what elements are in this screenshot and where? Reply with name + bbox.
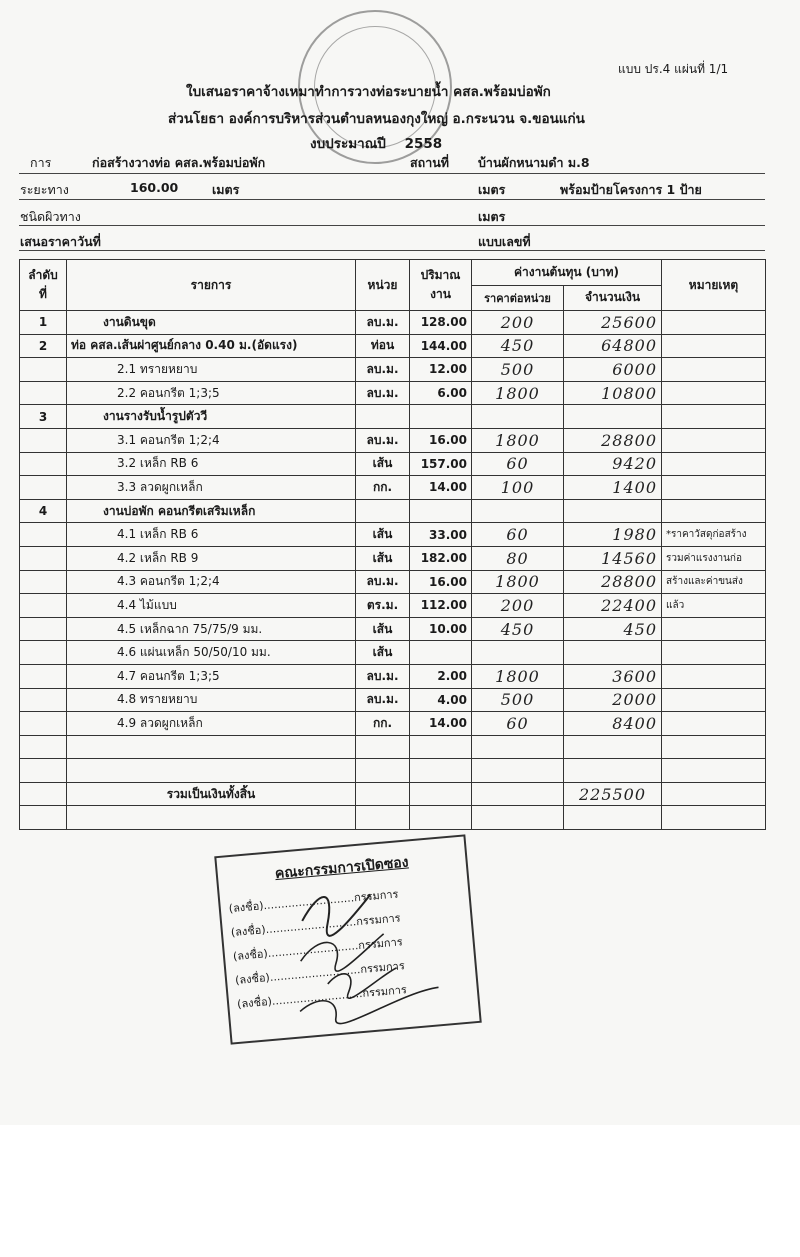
row-unit: กก. (356, 476, 410, 500)
header-qty: ปริมาณ งาน (410, 260, 472, 311)
row-no (20, 358, 67, 382)
row-note (662, 617, 766, 641)
row-note (662, 712, 766, 736)
row-note (662, 452, 766, 476)
table-row (20, 358, 766, 382)
row-note (662, 664, 766, 688)
row-amount (564, 405, 662, 429)
row-qty (410, 641, 472, 665)
row-item: 4.4 ไม้แบบ (67, 594, 356, 618)
location-value: บ้านผักหนามดำ ม.8 (478, 155, 590, 170)
table-row (20, 735, 766, 759)
divider (19, 225, 765, 226)
divider (19, 250, 765, 251)
row-note (662, 334, 766, 358)
distance-label: ระยะทาง (20, 182, 69, 197)
row-amount: 450 (564, 617, 662, 641)
row-note (662, 641, 766, 665)
row-no (20, 664, 67, 688)
row-note: แล้ว (662, 594, 766, 618)
row-amount: 8400 (564, 712, 662, 736)
form-reference: แบบ ปร.4 แผ่นที่ 1/1 (618, 62, 729, 76)
row-qty: 4.00 (410, 688, 472, 712)
row-unit: กก. (356, 712, 410, 736)
row-unit-price (472, 405, 564, 429)
table-row (20, 806, 766, 830)
row-item: ท่อ คสล.เส้นผ่าศูนย์กลาง 0.40 ม.(อัดแรง) (67, 334, 356, 358)
row-item: 3.2 เหล็ก RB 6 (67, 452, 356, 476)
table-row (20, 712, 766, 736)
row-no (20, 523, 67, 547)
document-title: ใบเสนอราคาจ้างเหมาทำการวางท่อระบายน้ำ คสล.พร้อมบ่อพัก (186, 84, 551, 100)
row-note (662, 405, 766, 429)
row-amount: 3600 (564, 664, 662, 688)
row-no: 4 (20, 499, 67, 523)
total-value: 225500 (564, 782, 662, 806)
row-no: 2 (20, 334, 67, 358)
handwritten-signatures (279, 867, 471, 1032)
row-amount: 1980 (564, 523, 662, 547)
row-unit-price (472, 641, 564, 665)
row-no (20, 381, 67, 405)
row-no (20, 688, 67, 712)
row-unit (356, 405, 410, 429)
committee-stamp (214, 834, 482, 1044)
table-row (20, 664, 766, 688)
row-amount: 2000 (564, 688, 662, 712)
table-row (20, 688, 766, 712)
row-unit-price: 500 (472, 688, 564, 712)
row-amount (564, 499, 662, 523)
row-amount: 22400 (564, 594, 662, 618)
row-no: 3 (20, 405, 67, 429)
row-item: 4.7 คอนกรีต 1;3;5 (67, 664, 356, 688)
header-note: หมายเหตุ (662, 260, 766, 311)
signature-line: (ลงชื่อ)..........................กรรมการ (236, 983, 408, 1011)
header-no: ลำดับ ที่ (20, 260, 67, 311)
date-label: เสนอราคาวันที่ (20, 234, 101, 249)
row-no (20, 570, 67, 594)
header-item: รายการ (67, 260, 356, 311)
row-qty (410, 405, 472, 429)
header-cost: ค่างานต้นทุน (บาท) (472, 260, 662, 286)
row-qty (410, 499, 472, 523)
table-row (20, 546, 766, 570)
row-qty: 16.00 (410, 428, 472, 452)
table-row (20, 523, 766, 547)
table-row (20, 405, 766, 429)
signature-line: (ลงชื่อ)..........................กรรมการ (230, 911, 402, 940)
row-unit-price: 60 (472, 712, 564, 736)
row-unit-price: 450 (472, 334, 564, 358)
row-unit: ลบ.ม. (356, 311, 410, 335)
row-unit: เส้น (356, 617, 410, 641)
row-unit: ลบ.ม. (356, 664, 410, 688)
table-row (20, 381, 766, 405)
row-note (662, 499, 766, 523)
row-unit-price: 1800 (472, 664, 564, 688)
row-unit: เส้น (356, 641, 410, 665)
row-qty: 112.00 (410, 594, 472, 618)
header-amount: จำนวนเงิน (564, 285, 662, 311)
row-qty: 6.00 (410, 381, 472, 405)
row-unit: ลบ.ม. (356, 570, 410, 594)
row-amount: 28800 (564, 570, 662, 594)
row-unit-price: 450 (472, 617, 564, 641)
row-qty: 12.00 (410, 358, 472, 382)
signature-line: (ลงชื่อ)..........................กรรมการ (234, 959, 406, 987)
table-row (20, 428, 766, 452)
budget-year-value: 2558 (404, 136, 443, 152)
row-item: 4.5 เหล็กฉาก 75/75/9 มม. (67, 617, 356, 641)
plan-label: แบบเลขที่ (478, 234, 531, 249)
row-qty: 2.00 (410, 664, 472, 688)
row-item: 2.2 คอนกรีต 1;3;5 (67, 381, 356, 405)
row-no (20, 617, 67, 641)
row-no (20, 594, 67, 618)
row-amount: 25600 (564, 311, 662, 335)
row-unit-price: 200 (472, 311, 564, 335)
row-note (662, 311, 766, 335)
sign-note: พร้อมป้ายโครงการ 1 ป้าย (560, 182, 702, 197)
row-qty: 14.00 (410, 476, 472, 500)
row-item: 4.8 ทรายหยาบ (67, 688, 356, 712)
row-unit (356, 499, 410, 523)
row-qty: 157.00 (410, 452, 472, 476)
row-qty: 10.00 (410, 617, 472, 641)
table-row (20, 759, 766, 783)
row-note: รวมค่าแรงงานก่อ (662, 546, 766, 570)
table-row (20, 476, 766, 500)
table-row (20, 311, 766, 335)
total-label: รวมเป็นเงินทั้งสิ้น (67, 782, 356, 806)
row-unit: เส้น (356, 452, 410, 476)
row-item: 4.3 คอนกรีต 1;2;4 (67, 570, 356, 594)
row-unit-price: 60 (472, 523, 564, 547)
budget-year-caption: งบประมาณปี (310, 136, 386, 152)
divider (19, 173, 765, 174)
row-unit-price (472, 499, 564, 523)
row-no (20, 712, 67, 736)
table-row (20, 570, 766, 594)
row-no (20, 428, 67, 452)
row-amount (564, 641, 662, 665)
stamp-title: คณะกรรมการเปิดซอง (274, 854, 410, 883)
row-item: 4.1 เหล็ก RB 6 (67, 523, 356, 547)
budget-year-label (310, 132, 442, 154)
row-unit-price: 100 (472, 476, 564, 500)
table-row (20, 334, 766, 358)
row-unit: ตร.ม. (356, 594, 410, 618)
row-no (20, 641, 67, 665)
row-qty: 33.00 (410, 523, 472, 547)
location-label: สถานที่ (410, 155, 450, 170)
row-qty: 182.00 (410, 546, 472, 570)
row-unit: ท่อน (356, 334, 410, 358)
row-note (662, 381, 766, 405)
project-label: การ (30, 155, 52, 170)
row-note (662, 358, 766, 382)
signature-line: (ลงชื่อ)..........................กรรมการ (232, 935, 404, 964)
row-unit: ลบ.ม. (356, 358, 410, 382)
row-item: งานดินขุด (67, 311, 356, 335)
row-item: 4.2 เหล็ก RB 9 (67, 546, 356, 570)
row-amount: 9420 (564, 452, 662, 476)
total-row (20, 782, 766, 806)
row-unit: ลบ.ม. (356, 381, 410, 405)
row-amount: 6000 (564, 358, 662, 382)
row-item: 4.6 แผ่นเหล็ก 50/50/10 มม. (67, 641, 356, 665)
row-item: 3.1 คอนกรีต 1;2;4 (67, 428, 356, 452)
row-no (20, 476, 67, 500)
table-row (20, 641, 766, 665)
row-unit-price: 1800 (472, 428, 564, 452)
row-item: 2.1 ทรายหยาบ (67, 358, 356, 382)
table-row (20, 452, 766, 476)
row-unit: ลบ.ม. (356, 688, 410, 712)
row-amount: 28800 (564, 428, 662, 452)
row-unit-price: 500 (472, 358, 564, 382)
row-unit: เส้น (356, 546, 410, 570)
right-unit-2: เมตร (478, 209, 506, 224)
row-unit-price: 1800 (472, 381, 564, 405)
row-note (662, 688, 766, 712)
divider (19, 199, 765, 200)
table-row (20, 499, 766, 523)
cost-table (19, 259, 766, 830)
row-unit-price: 80 (472, 546, 564, 570)
row-note: *ราคาวัสดุก่อสร้าง (662, 523, 766, 547)
row-amount: 64800 (564, 334, 662, 358)
row-qty: 16.00 (410, 570, 472, 594)
table-row (20, 617, 766, 641)
row-no (20, 546, 67, 570)
row-note: สร้างและค่าขนส่ง (662, 570, 766, 594)
surface-label: ชนิดผิวทาง (20, 209, 81, 224)
row-unit: เส้น (356, 523, 410, 547)
row-item: 4.9 ลวดผูกเหล็ก (67, 712, 356, 736)
signature-line: (ลงชื่อ)..........................กรรมการ (228, 887, 399, 916)
document-subtitle: ส่วนโยธา องค์การบริหารส่วนตำบลหนองกุงใหญ่ อ.กระนวน จ.ขอนแก่น (168, 111, 585, 127)
table-row (20, 594, 766, 618)
row-item: งานบ่อพัก คอนกรีตเสริมเหล็ก (67, 499, 356, 523)
row-unit-price: 1800 (472, 570, 564, 594)
row-unit-price: 200 (472, 594, 564, 618)
row-unit-price: 60 (472, 452, 564, 476)
row-item: 3.3 ลวดผูกเหล็ก (67, 476, 356, 500)
row-unit: ลบ.ม. (356, 428, 410, 452)
distance-unit: เมตร (212, 182, 240, 197)
row-note (662, 476, 766, 500)
right-unit: เมตร (478, 182, 506, 197)
distance-value: 160.00 (130, 180, 179, 195)
header-unit-price: ราคาต่อหน่วย (472, 285, 564, 311)
row-no: 1 (20, 311, 67, 335)
row-qty: 14.00 (410, 712, 472, 736)
row-no (20, 452, 67, 476)
row-amount: 10800 (564, 381, 662, 405)
row-item: งานรางรับน้ำรูปตัววี (67, 405, 356, 429)
header-unit: หน่วย (356, 260, 410, 311)
row-amount: 14560 (564, 546, 662, 570)
row-qty: 128.00 (410, 311, 472, 335)
row-qty: 144.00 (410, 334, 472, 358)
row-amount: 1400 (564, 476, 662, 500)
row-note (662, 428, 766, 452)
project-value: ก่อสร้างวางท่อ คสล.พร้อมบ่อพัก (92, 155, 266, 170)
